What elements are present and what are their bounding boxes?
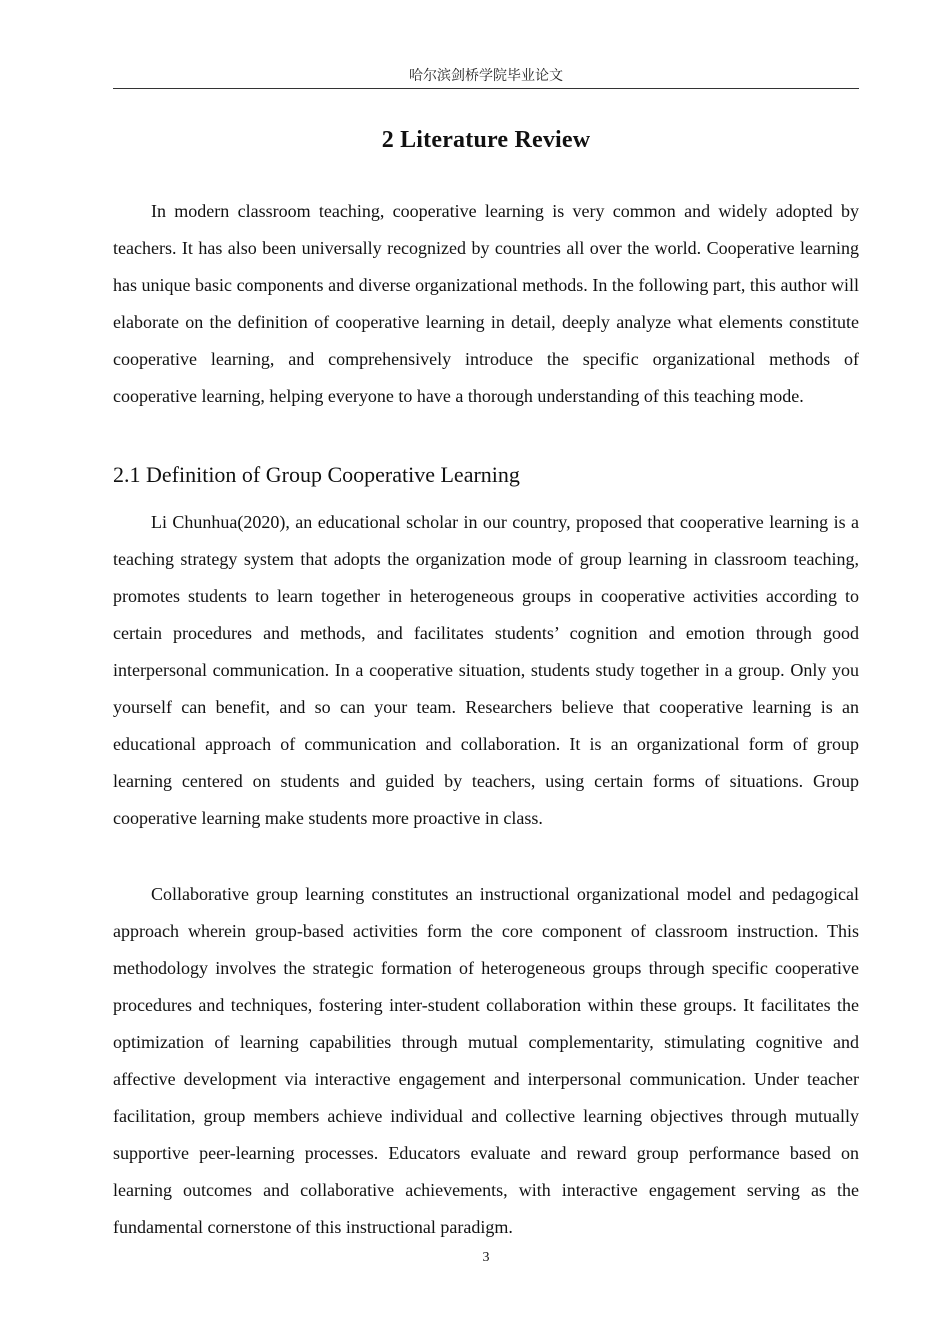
- paragraph-definition: Li Chunhua(2020), an educational scholar in our country, proposed that cooperative learning is a teaching strategy system that adopts the organization mode of group learning in classroom teaching, promotes students to learn together in heterogeneous groups in cooperative activities according to certain procedures and methods, and facilitates students’ cognition and emotion through good interpersonal communication. In a cooperative situation, students study together in a group. Only you yourself can benefit, and so can your team. Researchers believe that cooperative learning is an educational approach of communication and collaboration. It is an organizational form of group learning centered on students and guided by teachers, using certain forms of situations. Group cooperative learning make students more proactive in class.: [113, 512, 859, 828]
- section-heading: 2.1 Definition of Group Cooperative Learning: [113, 462, 520, 487]
- paragraph-intro: In modern classroom teaching, cooperative learning is very common and widely adopted by teachers. It has also been universally recognized by countries all over the world. Cooperative learning has unique basic components and diverse organizational methods. In the following part, this author will elaborate on the definition of cooperative learning in detail, deeply analyze what elements constitute cooperative learning, and comprehensively introduce the specific organizational methods of cooperative learning, helping everyone to have a thorough understanding of this teaching mode.: [113, 201, 859, 406]
- chapter-title: 2 Literature Review: [381, 127, 591, 153]
- header-rule: [113, 88, 859, 89]
- page-header: 哈尔滨剑桥学院毕业论文: [409, 68, 563, 84]
- page-number: 3: [482, 1250, 490, 1265]
- paragraph-collaborative: Collaborative group learning constitutes an instructional organizational model and pedagogical approach wherein group-based activities form the core component of classroom instruction. This methodology involves the strategic formation of heterogeneous groups through specific cooperative procedures and techniques, fostering inter-student collaboration within these groups. It facilitates the optimization of learning capabilities through mutual complementarity, stimulating cognitive and affective development via interactive engagement and interpersonal communication. Under teacher facilitation, group members achieve individual and collective learning objectives through mutually supportive peer-learning processes. Educators evaluate and reward group performance based on learning outcomes and collaborative achievements, with interactive engagement serving as the fundamental cornerstone of this instructional paradigm.: [113, 884, 859, 1237]
